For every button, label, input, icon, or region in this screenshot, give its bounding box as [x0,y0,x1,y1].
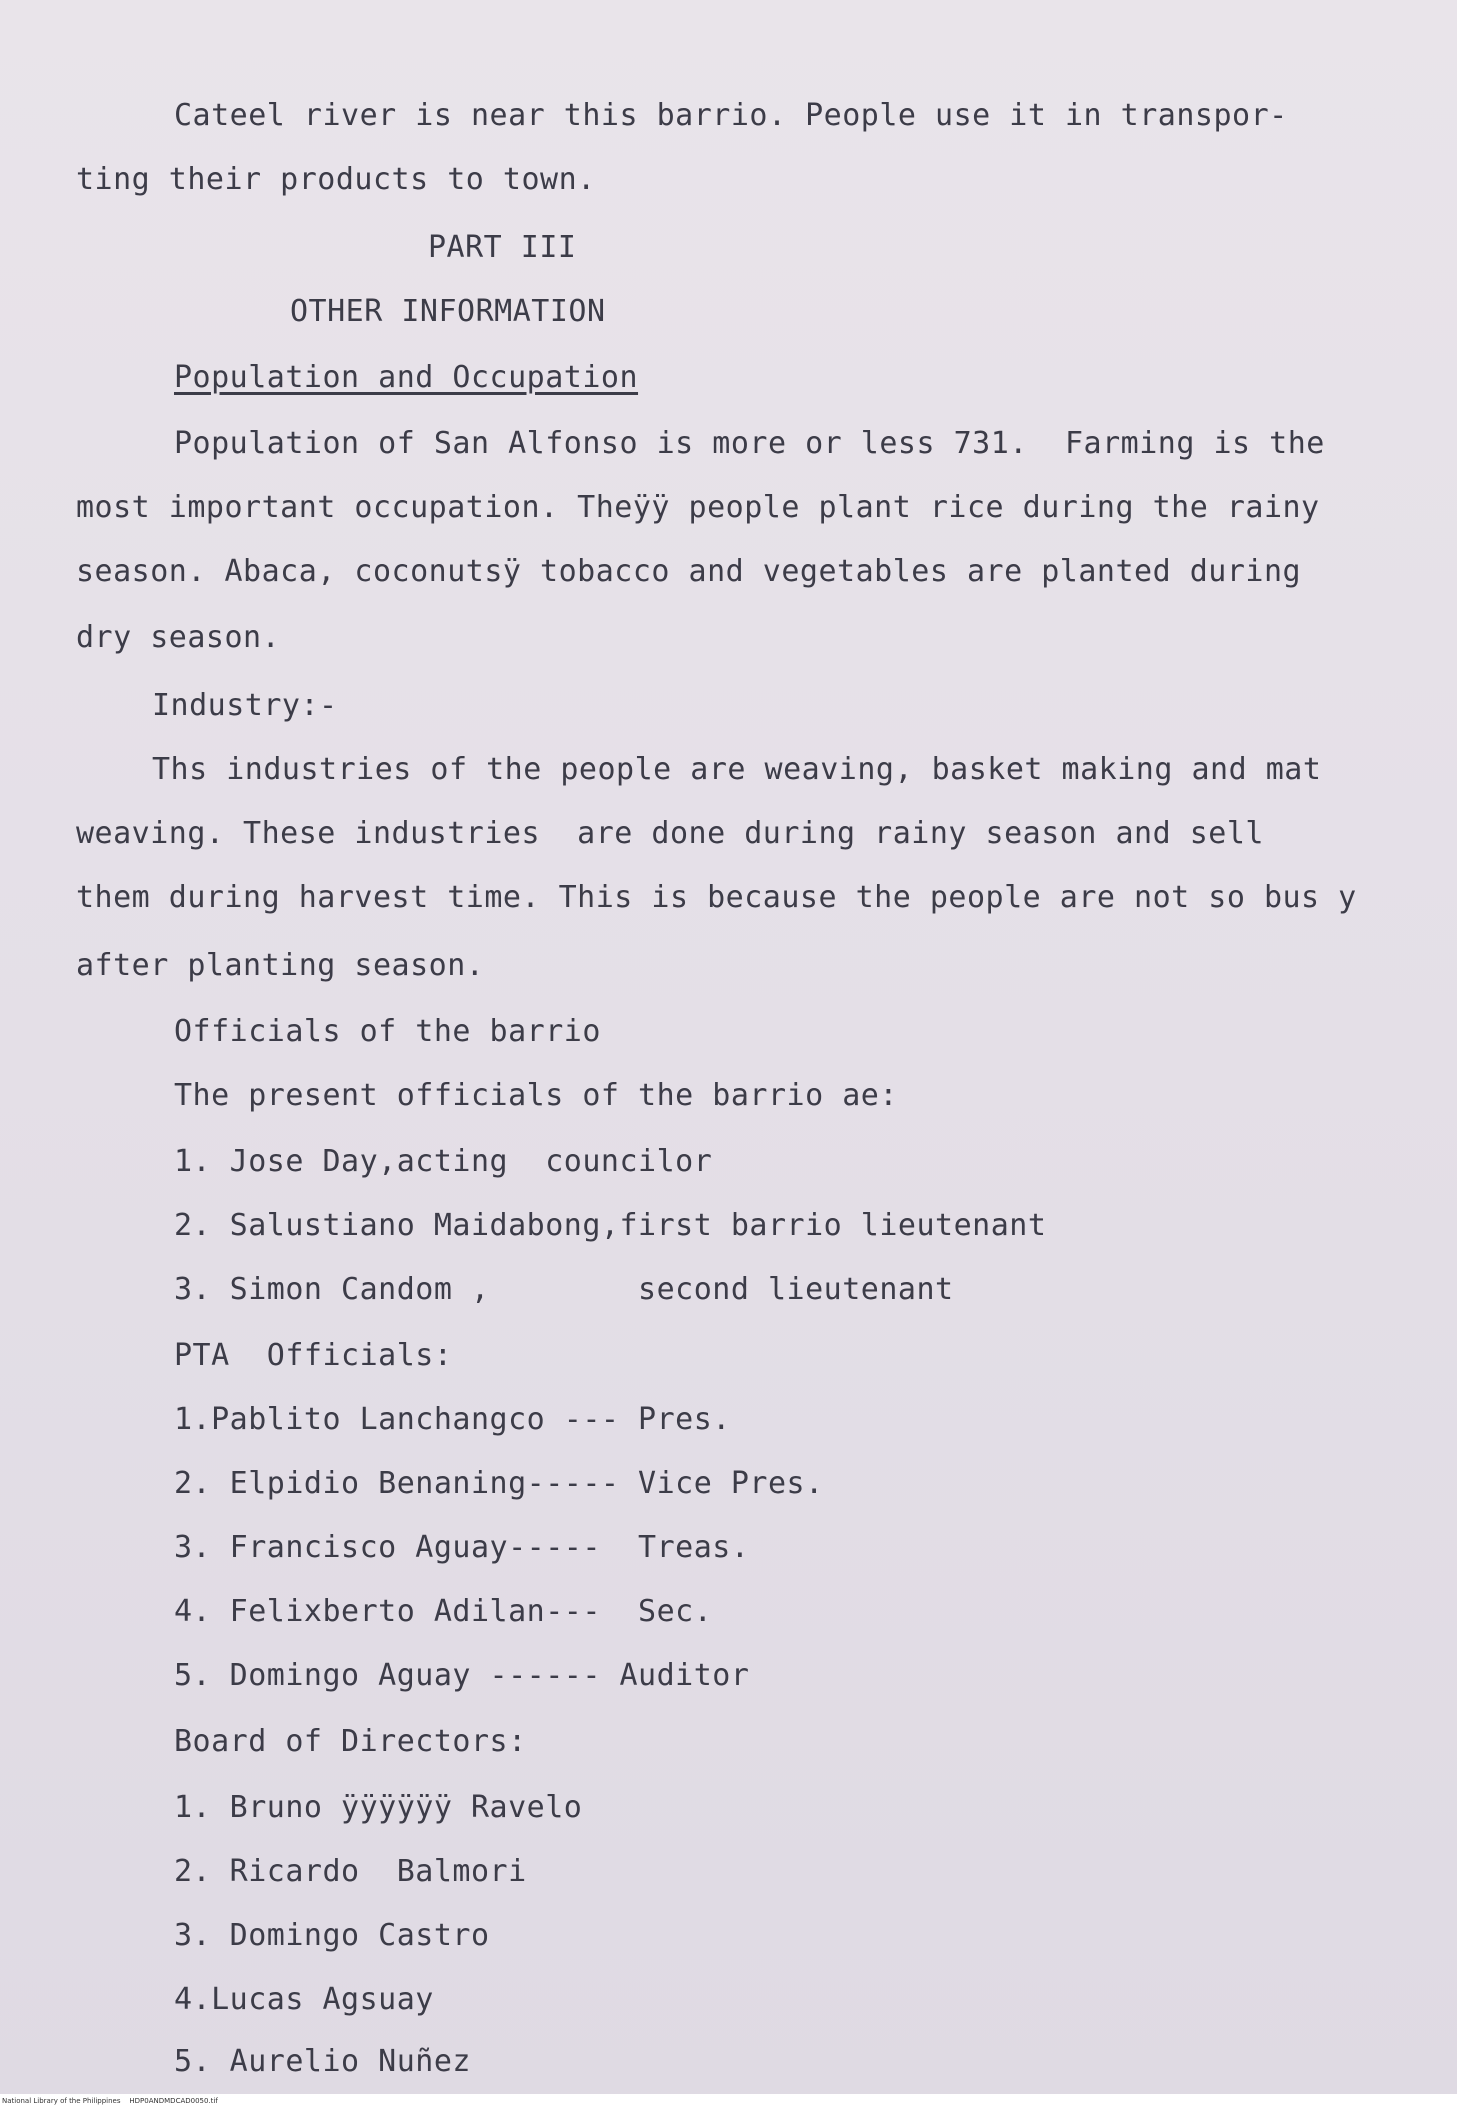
list-item: 3. Simon Candom , second lieutenant [174,1272,954,1307]
list-item: 5. Domingo Aguay ------ Auditor [174,1658,750,1693]
subheading-officials: Officials of the barrio [174,1014,601,1049]
text-line-9: dry season. [76,620,281,655]
list-item: 1.Pablito Lanchangco --- Pres. [174,1402,731,1437]
text-line-11: Ths industries of the people are weaving, basket making and mat [152,752,1322,787]
list-item: 3. Domingo Castro [174,1918,490,1953]
section-heading-part: PART III [428,230,577,265]
text-line-6: Population of San Alfonso is more or less 731. Farming is the [174,426,1325,461]
subheading-pta: PTA Officials: [174,1338,453,1373]
list-item: 1. Bruno ÿÿÿÿÿÿ Ravelo [174,1790,583,1825]
subheading-population: Population and Occupation [174,360,639,395]
list-item: 2. Elpidio Benaning----- Vice Pres. [174,1466,824,1501]
archive-footer: National Library of the Philippines HDP0ANDMDCAD0050.tif [0,2094,1457,2108]
list-item: 4.Lucas Agsuay [174,1982,434,2017]
text-line-2: ting their products to town. [76,162,596,197]
list-item: 1. Jose Day,acting councilor [174,1144,713,1179]
list-item: 2. Ricardo Balmori [174,1854,527,1889]
list-item: 5. Aurelio Nuñez [174,2044,471,2079]
list-item: 3. Francisco Aguay----- Treas. [174,1530,750,1565]
list-item: 4. Felixberto Adilan--- Sec. [174,1594,713,1629]
text-line-8: season. Abaca, coconutsÿ tobacco and vegetables are planted during [76,554,1302,589]
subheading-industry: Industry:- [152,688,338,723]
text-line-16: The present officials of the barrio ae: [174,1078,898,1113]
text-line-7: most important occupation. Theÿÿ people plant rice during the rainy [76,490,1320,525]
text-line-1: Cateel river is near this barrio. People use it in transpor- [174,98,1288,133]
text-line-14: after planting season. [76,948,485,983]
list-item: 2. Salustiano Maidabong,first barrio lieutenant [174,1208,1047,1243]
text-line-13: them during harvest time. This is because the people are not so bus y [76,880,1357,915]
section-heading-title: OTHER INFORMATION [290,294,606,329]
text-line-12: weaving. These industries are done during rainy season and sell [76,816,1264,851]
subheading-board: Board of Directors: [174,1724,527,1759]
